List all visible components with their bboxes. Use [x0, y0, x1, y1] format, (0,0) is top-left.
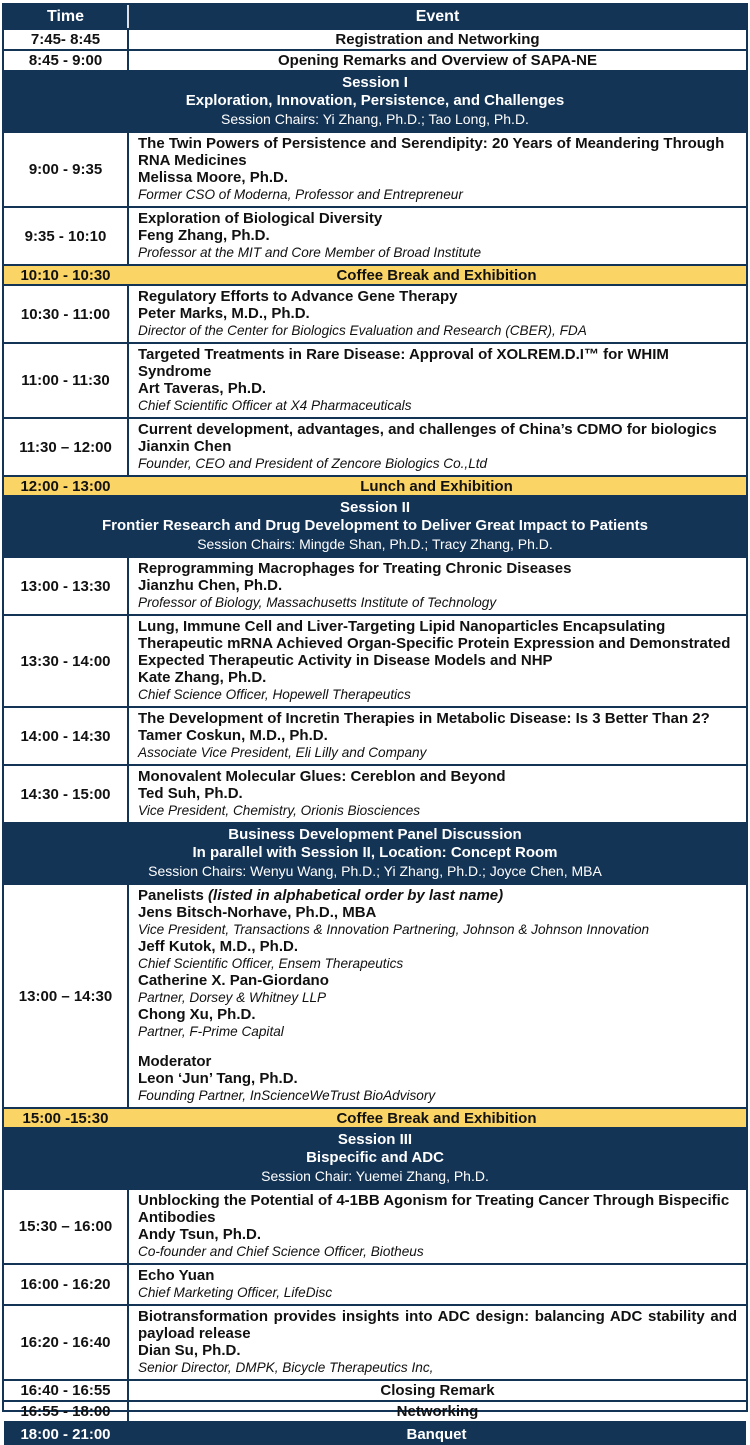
panelist-name: Chong Xu, Ph.D.	[138, 1006, 256, 1023]
time-cell: 16:40 - 16:55	[20, 1382, 111, 1399]
time-cell: 16:20 - 16:40	[20, 1334, 111, 1351]
event-cell	[127, 286, 746, 342]
agenda-row-talk	[4, 1304, 746, 1379]
speaker-name: Kate Zhang, Ph.D.	[138, 669, 267, 686]
column-header-event: Event	[127, 5, 746, 28]
event-cell	[127, 885, 746, 1107]
talk-title: Targeted Treatments in Rare Disease: Approval of XOLREM.D.I™ for WHIM Syndrome	[138, 346, 669, 380]
time-cell: 11:30 – 12:00	[19, 438, 112, 456]
session-subtitle: Exploration, Innovation, Persistence, and Challenges	[185, 92, 565, 109]
talk-title: Exploration of Biological Diversity	[138, 210, 383, 227]
session-2-header	[4, 495, 746, 556]
agenda-row-talk	[4, 284, 746, 342]
talk-title: Monovalent Molecular Glues: Cereblon and Beyond	[138, 768, 506, 785]
event-cell: Coffee Break and Exhibition	[336, 1109, 537, 1127]
talk-title: Reprogramming Macrophages for Treating Chronic Diseases	[138, 560, 572, 577]
agenda-row-talk	[4, 706, 746, 764]
column-header-row	[4, 5, 746, 28]
speaker-affiliation: Senior Director, DMPK, Bicycle Therapeutics Inc,	[138, 1360, 434, 1375]
event-cell	[127, 344, 746, 417]
time-cell: 8:45 - 9:00	[28, 52, 103, 69]
spacer	[138, 1040, 737, 1053]
panelist-name: Jeff Kutok, M.D., Ph.D.	[138, 938, 299, 955]
panelists-heading	[138, 887, 737, 904]
talk-title: Lung, Immune Cell and Liver-Targeting Lipid Nanoparticles Encapsulating Therapeutic mRNA Achieved Organ-Specific Protein Expression and Demonstrated Expected Therapeutic Activity in Disease Models and NHP	[138, 618, 731, 669]
agenda-row-talk	[4, 131, 746, 206]
event-cell: Closing Remark	[127, 1381, 746, 1400]
event-cell	[127, 208, 746, 264]
speaker-affiliation: Co-founder and Chief Science Officer, Biotheus	[138, 1244, 424, 1259]
event-cell	[127, 1265, 746, 1304]
event-cell: Networking	[127, 1402, 746, 1421]
speaker-affiliation: Chief Science Officer, Hopewell Therapeutics	[138, 687, 411, 702]
talk-title: Current development, advantages, and challenges of China’s CDMO for biologics	[138, 421, 717, 438]
speaker-name: Art Taveras, Ph.D.	[138, 380, 267, 397]
session-subtitle: In parallel with Session II, Location: Concept Room	[192, 844, 558, 861]
agenda-row-talk	[4, 556, 746, 614]
agenda-row-talk	[4, 417, 746, 475]
agenda-row-panel	[4, 883, 746, 1107]
event-cell: Banquet	[406, 1425, 467, 1443]
session-chairs: Session Chairs: Yi Zhang, Ph.D.; Tao Long, Ph.D.	[221, 111, 529, 127]
agenda-row-networking	[4, 1400, 746, 1421]
speaker-name: Dian Su, Ph.D.	[138, 1342, 241, 1359]
panelist-affiliation: Vice President, Transactions & Innovation Partnering, Johnson & Johnson Innovation	[138, 922, 650, 937]
panelist-affiliation: Partner, Dorsey & Whitney LLP	[138, 990, 327, 1005]
time-cell: 10:30 - 11:00	[20, 305, 111, 323]
agenda-table	[2, 3, 748, 1443]
session-subtitle: Frontier Research and Drug Development to Deliver Great Impact to Patients	[102, 517, 648, 534]
speaker-affiliation: Director of the Center for Biologics Evaluation and Research (CBER), FDA	[138, 323, 587, 338]
moderator-label: Moderator	[138, 1053, 212, 1070]
session-title: Business Development Panel Discussion	[228, 826, 522, 843]
time-cell: 16:00 - 16:20	[20, 1276, 111, 1293]
event-cell: Coffee Break and Exhibition	[336, 266, 537, 284]
panelists-label: Panelists	[138, 887, 204, 904]
agenda-row-talk	[4, 342, 746, 417]
agenda-row-talk	[4, 1263, 746, 1304]
speaker-affiliation: Professor at the MIT and Core Member of Broad Institute	[138, 245, 482, 260]
session-chairs: Session Chairs: Wenyu Wang, Ph.D.; Yi Zhang, Ph.D.; Joyce Chen, MBA	[148, 863, 602, 879]
session-title: Session I	[342, 74, 408, 91]
session-3-header	[4, 1127, 746, 1188]
time-cell: 9:00 - 9:35	[28, 161, 103, 178]
session-chairs: Session Chair: Yuemei Zhang, Ph.D.	[261, 1168, 489, 1184]
agenda-row-closing-remark	[4, 1379, 746, 1400]
break-row-coffee	[4, 1107, 746, 1127]
event-cell	[127, 708, 746, 764]
session-title: Session II	[339, 499, 411, 516]
talk-title: Biotransformation provides insights into ADC design: balancing ADC stability and payload release	[138, 1308, 737, 1342]
time-cell: 13:00 - 13:30	[20, 577, 111, 595]
speaker-name: Melissa Moore, Ph.D.	[138, 169, 289, 186]
agenda-row-opening-remarks	[4, 49, 746, 70]
speaker-name: Ted Suh, Ph.D.	[138, 785, 243, 802]
event-cell	[127, 1306, 746, 1379]
event-cell: Registration and Networking	[127, 30, 746, 49]
time-cell: 13:00 – 14:30	[18, 987, 113, 1005]
agenda-row-talk	[4, 764, 746, 822]
moderator-name: Leon ‘Jun’ Tang, Ph.D.	[138, 1070, 298, 1087]
time-cell: 13:30 - 14:00	[20, 652, 111, 670]
talk-title: Unblocking the Potential of 4-1BB Agonism for Treating Cancer Through Bispecific Antibodies	[138, 1192, 730, 1226]
panelists-note: (listed in alphabetical order by last name)	[208, 887, 504, 904]
talk-title: Regulatory Efforts to Advance Gene Therapy	[138, 288, 458, 305]
session-subtitle: Bispecific and ADC	[306, 1149, 444, 1166]
time-cell: 14:00 - 14:30	[20, 727, 111, 745]
event-cell	[127, 766, 746, 822]
event-cell: Lunch and Exhibition	[360, 477, 513, 495]
talk-title: The Twin Powers of Persistence and Serendipity: 20 Years of Meandering Through RNA Medicines	[138, 135, 725, 169]
event-cell: Opening Remarks and Overview of SAPA-NE	[127, 51, 746, 70]
talk-title: The Development of Incretin Therapies in Metabolic Disease: Is 3 Better Than 2?	[138, 710, 710, 727]
speaker-affiliation: Former CSO of Moderna, Professor and Entrepreneur	[138, 187, 463, 202]
event-cell	[127, 616, 746, 706]
session-title: Session III	[337, 1131, 413, 1148]
speaker-name: Feng Zhang, Ph.D.	[138, 227, 270, 244]
time-cell: 7:45- 8:45	[30, 31, 101, 48]
column-header-time: Time	[46, 8, 85, 25]
time-cell: 16:55 - 18:00	[20, 1403, 111, 1420]
speaker-affiliation: Founder, CEO and President of Zencore Biologics Co.,Ltd	[138, 456, 488, 471]
event-cell	[127, 133, 746, 206]
panelist-name: Jens Bitsch-Norhave, Ph.D., MBA	[138, 904, 377, 921]
time-cell: 10:10 - 10:30	[20, 266, 111, 284]
panel-discussion-header	[4, 822, 746, 883]
speaker-name: Jianxin Chen	[138, 438, 232, 455]
time-cell: 15:30 – 16:00	[18, 1218, 113, 1235]
agenda-row-talk	[4, 614, 746, 706]
speaker-name: Echo Yuan	[138, 1267, 215, 1284]
time-cell: 18:00 - 21:00	[20, 1425, 111, 1443]
time-cell: 9:35 - 10:10	[24, 227, 107, 245]
break-row-lunch	[4, 475, 746, 495]
panelist-affiliation: Chief Scientific Officer, Ensem Therapeutics	[138, 956, 404, 971]
agenda-row-registration	[4, 28, 746, 49]
time-cell: 12:00 - 13:00	[20, 477, 111, 495]
time-cell: 15:00 -15:30	[22, 1109, 109, 1127]
speaker-name: Tamer Coskun, M.D., Ph.D.	[138, 727, 328, 744]
panelist-affiliation: Partner, F-Prime Capital	[138, 1024, 284, 1039]
event-cell	[127, 419, 746, 475]
speaker-name: Jianzhu Chen, Ph.D.	[138, 577, 283, 594]
speaker-affiliation: Associate Vice President, Eli Lilly and Company	[138, 745, 427, 760]
event-cell	[127, 558, 746, 614]
panelist-name: Catherine X. Pan-Giordano	[138, 972, 329, 989]
speaker-name: Peter Marks, M.D., Ph.D.	[138, 305, 310, 322]
speaker-affiliation: Chief Marketing Officer, LifeDisc	[138, 1285, 333, 1300]
session-chairs: Session Chairs: Mingde Shan, Ph.D.; Tracy Zhang, Ph.D.	[197, 536, 553, 552]
event-cell	[127, 1190, 746, 1263]
session-1-header	[4, 70, 746, 131]
moderator-affiliation: Founding Partner, InScienceWeTrust BioAdvisory	[138, 1088, 436, 1103]
break-row-coffee	[4, 264, 746, 284]
speaker-name: Andy Tsun, Ph.D.	[138, 1226, 262, 1243]
agenda-row-talk	[4, 1188, 746, 1263]
agenda-row-talk	[4, 206, 746, 264]
speaker-affiliation: Chief Scientific Officer at X4 Pharmaceuticals	[138, 398, 412, 413]
agenda-row-banquet	[4, 1421, 746, 1445]
time-cell: 14:30 - 15:00	[20, 785, 111, 803]
speaker-affiliation: Vice President, Chemistry, Orionis Biosciences	[138, 803, 421, 818]
speaker-affiliation: Professor of Biology, Massachusetts Institute of Technology	[138, 595, 497, 610]
time-cell: 11:00 - 11:30	[21, 372, 110, 389]
